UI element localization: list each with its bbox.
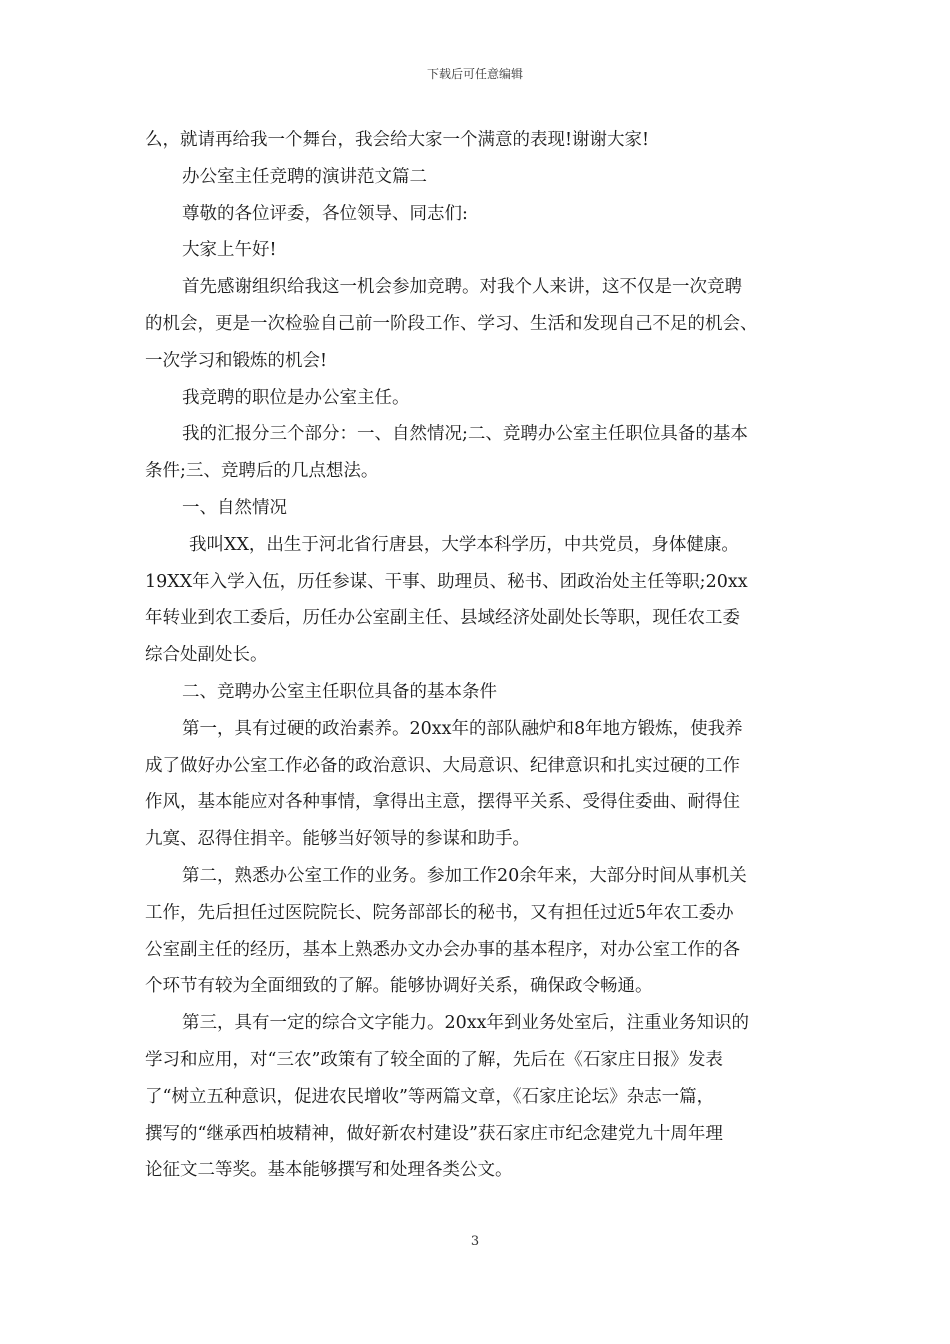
text-line: 我的汇报分三个部分：一、自然情况;二、竞聘办公室主任职位具备的基本 [182, 424, 748, 445]
text-line: 论征文二等奖。基本能够撰写和处理各类公文。 [145, 1160, 513, 1181]
page-number: 3 [470, 1234, 480, 1249]
text-line: 一次学习和锻炼的机会! [145, 350, 328, 371]
text-line: 么，就请再给我一个舞台，我会给大家一个满意的表现!谢谢大家! [145, 130, 650, 150]
text-line: 首先感谢组织给我这一机会参加竞聘。对我个人来讲，这不仅是一次竞聘 [182, 277, 742, 298]
greeting: 大家上午好! [182, 240, 277, 261]
text-line: 作风，基本能应对各种事情，拿得出主意，摆得平关系、受得住委曲、耐得住 [145, 792, 740, 813]
section-title: 办公室主任竞聘的演讲范文篇二 [182, 166, 427, 187]
text-line: 第二，熟悉办公室工作的业务。参加工作20余年来，大部分时间从事机关 [182, 865, 747, 886]
document-body [145, 122, 813, 1189]
salutation: 尊敬的各位评委，各位领导、同志们: [182, 203, 468, 224]
text-line: 九寞、忍得住捐辛。能够当好领导的参谋和助手。 [145, 829, 530, 850]
text-line: 我叫XX，出生于河北省行唐县，大学本科学历，中共党员，身体健康。 [189, 534, 739, 555]
text-line: 第三，具有一定的综合文字能力。20xx年到业务处室后，注重业务知识的 [182, 1013, 750, 1034]
text-line: 工作，先后担任过医院院长、院务部部长的秘书，又有担任过近5年农工委办 [145, 902, 734, 923]
text-line: 撰写的“继承西柏坡精神，做好新农村建设”获石家庄市纪念建党九十周年理 [145, 1123, 723, 1144]
text-line: 综合处副处长。 [145, 645, 268, 666]
text-line: 我竞聘的职位是办公室主任。 [182, 387, 410, 408]
text-line: 个环节有较为全面细致的了解。能够协调好关系，确保政令畅通。 [145, 976, 653, 997]
text-line: 了“树立五种意识，促进农民增收”等两篇文章，《石家庄论坛》杂志一篇， [145, 1086, 715, 1107]
section-heading: 一、自然情况 [182, 497, 287, 518]
text-line: 成了做好办公室工作必备的政治意识、大局意识、纪律意识和扎实过硬的工作 [145, 755, 740, 776]
text-line: 年转业到农工委后，历任办公室副主任、县域经济处副处长等职，现任农工委 [145, 608, 740, 629]
page-header: 下载后可任意编辑 [426, 67, 523, 81]
text-line: 条件;三、竞聘后的几点想法。 [145, 461, 379, 482]
text-line: 19XX年入学入伍，历任参谋、干事、助理员、秘书、团政治处主任等职;20xx [145, 571, 748, 592]
text-line: 公室副主任的经历，基本上熟悉办文办会办事的基本程序，对办公室工作的各 [145, 939, 740, 960]
text-line: 第一，具有过硬的政治素养。20xx年的部队融炉和8年地方锻炼，使我养 [182, 718, 743, 739]
text-line: 学习和应用，对“三农”政策有了较全面的了解，先后在《石家庄日报》发表 [145, 1049, 723, 1070]
section-heading: 二、竞聘办公室主任职位具备的基本条件 [182, 681, 497, 702]
text-line: 的机会，更是一次检验自己前一阶段工作、学习、生活和发现自己不足的机会、 [145, 313, 758, 334]
